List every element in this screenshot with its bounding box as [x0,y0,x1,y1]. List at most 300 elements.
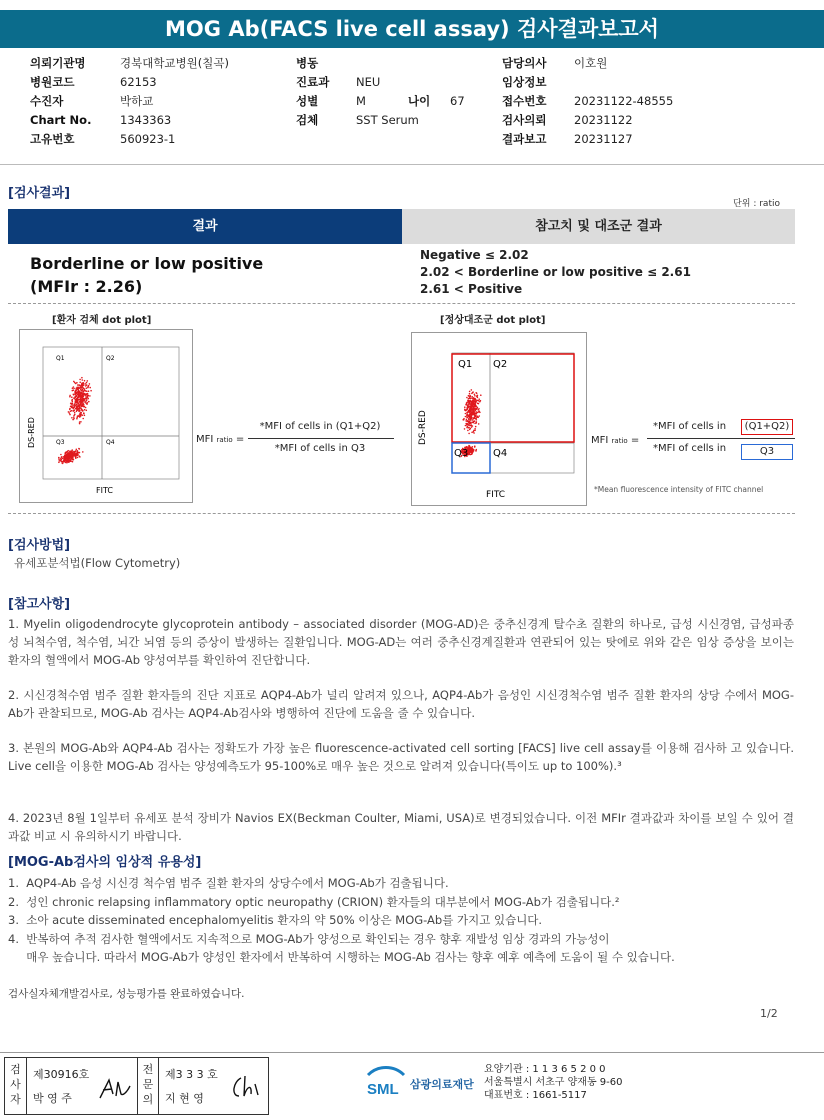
quadrant-label: Q4 [106,439,115,446]
examiner-label-char: 자 [10,1093,21,1106]
info-value: M [356,94,366,108]
info-row [502,73,802,92]
cell-dot [475,450,477,452]
cell-dot [474,430,476,432]
cell-dot [79,382,81,384]
cell-dot [76,398,78,400]
info-row [502,92,802,111]
info-value: 62153 [120,75,157,89]
result-line: Borderline or low positive [30,254,264,273]
cell-dot [82,410,84,412]
note-paragraph: 4. 2023년 8월 1일부터 유세포 분석 장비가 Navios EX(Beckman Coulter, Miami, USA)로 변경되었습니다. 이전 MFIr 결과값과 차이를 보일 수 있어 결과값 비교 시 유의하시기 바랍니다. [8,811,794,843]
cell-dot [87,387,89,389]
cell-dot [471,405,473,407]
cell-dot [475,418,477,420]
cell-dot [466,402,468,404]
cell-dot [75,393,77,395]
cell-dot [472,404,474,406]
org-info-line: 서울특별시 서초구 양재동 9-60 [484,1077,623,1088]
cell-dot [466,419,468,421]
cell-dot [474,446,476,448]
cell-dot [467,430,469,432]
cell-dot [73,386,75,388]
cell-dot [88,390,90,392]
info-row [502,130,802,149]
cell-dot [464,409,466,411]
cell-dot [473,422,475,424]
reference-ranges [420,247,691,298]
organization-name: 삼광의료재단 [410,1078,474,1091]
cell-dot [469,400,471,402]
cell-dot [63,461,65,463]
cell-dot [475,409,477,411]
cell-dot [474,398,476,400]
age-value: 67 [450,94,465,108]
cell-dot [469,422,471,424]
report-title: MOG Ab(FACS live cell assay) 검사결과보고서 [0,10,824,48]
cell-dot [84,393,86,395]
cell-dot [467,412,469,414]
cell-dot [469,396,471,398]
cell-dot [470,415,472,417]
cell-dot [468,420,470,422]
examiner-label [5,1058,27,1114]
cell-dot [474,395,476,397]
cell-dot [82,395,84,397]
footer [0,1052,824,1120]
cell-dot [77,452,79,454]
formula-numerator-box: (Q1+Q2) [741,419,793,435]
cell-dot [73,409,75,411]
note-paragraph: 1. Myelin oligodendrocyte glycoprotein antibody – associated disorder (MOG-AD)은 중추신경계 탈수초 질환의 하나로, 급성 시신경염, 급성파종성 뇌척수염, 척수염, 뇌간 뇌염 등의 증상이 발생하는 질환입니다. MOG-AD는 여러 중추신경계질환과 연관되어 있는 탓에로 위와 같은 임상 증상을 보이는 환자의 혈액에서 MOG-Ab 양성여부를 확인하여 진단합니다. [8,617,794,667]
cell-dot [74,396,76,398]
cell-dot [60,454,62,456]
cell-dot [79,455,81,457]
cell-dot [69,457,71,459]
cell-dot [70,453,72,455]
info-column-1 [30,54,270,149]
cell-dot [60,458,62,460]
examiner-signature [97,1074,133,1104]
cell-dot [477,397,479,399]
cell-dot [464,406,466,408]
cell-dot [76,404,78,406]
organization-info [484,1063,623,1102]
cell-dot [73,416,75,418]
cell-dot [465,416,467,418]
cell-dot [82,391,84,393]
cell-dot [471,453,473,455]
cell-dot [81,377,83,379]
info-label: 진료과 [296,75,330,89]
cell-dot [69,396,71,398]
info-value: 1343363 [120,113,172,127]
cell-dot [476,421,478,423]
sml-logo-icon [364,1065,408,1097]
cell-dot [58,462,60,464]
cell-dot [77,409,79,411]
cell-dot [65,457,67,459]
clinical-heading: [MOG-Ab검사의 임상적 유용성] [8,855,202,870]
doctor-label-char: 문 [142,1078,154,1091]
control-formula [591,418,801,464]
cell-dot [469,403,471,405]
cell-dot [79,379,81,381]
cell-dot [79,392,81,394]
quadrant-label: Q3 [56,439,65,446]
cell-dot [465,413,467,415]
info-label: 검체 [296,113,319,127]
info-row [296,111,496,130]
org-info-line: 요양기관 : 1 1 3 6 5 2 0 0 [484,1064,606,1075]
control-plot-title: [정상대조군 dot plot] [440,315,546,326]
cell-dot [74,406,76,408]
cell-dot [81,399,83,401]
cell-dot [68,411,70,413]
info-value: 이호원 [574,56,608,70]
cell-dot [85,383,87,385]
cell-dot [475,426,477,428]
method-text: 유세포분석법(Flow Cytometry) [14,556,181,570]
clinical-item: 2. 성인 chronic relapsing inflammatory optic neuropathy (CRION) 환자들의 대부분에서 MOG-Ab가 검출됩니다.² [8,894,620,909]
info-value: 20231122 [574,113,633,127]
cell-dot [466,409,468,411]
control-plot-svg [412,333,586,505]
logo-arc [368,1068,404,1076]
method-heading: [검사방법] [8,538,71,553]
cell-dot [89,395,91,397]
info-row [502,54,802,73]
cell-dot [72,403,74,405]
cell-dot [474,423,476,425]
cell-dot [88,401,90,403]
cell-dot [72,401,74,403]
reference-line: 2.02 < Borderline or low positive ≤ 2.61 [420,265,691,279]
cell-dot [58,459,60,461]
cell-dot [86,410,88,412]
cell-dot [60,461,62,463]
cell-dot [472,446,474,448]
cell-dot [74,454,76,456]
quadrant-label: Q3 [454,448,469,459]
info-row [30,92,270,111]
cell-dot [80,421,82,423]
quadrant-label: Q2 [493,359,508,370]
cell-dot [69,414,71,416]
cell-dot [79,395,81,397]
cell-dot [84,398,86,400]
formula-prefix: MFI [196,434,214,445]
cell-dot [65,452,67,454]
cell-dot [464,428,466,430]
info-label: Chart No. [30,113,92,127]
cell-dot [58,457,60,459]
cell-dot [468,433,470,435]
cell-dot [79,396,81,398]
quadrant-label: Q4 [493,448,508,459]
cell-dot [82,418,84,420]
cell-dot [78,408,80,410]
formula-subscript: ratio [216,436,233,444]
cell-dot [78,388,80,390]
cell-dot [77,450,79,452]
cell-dot [75,450,77,452]
info-row [30,73,270,92]
cell-dot [478,423,480,425]
cell-dot [82,451,84,453]
cell-dot [470,428,472,430]
clinical-item: 1. AQP4-Ab 음성 시신경 척수염 범주 질환 환자의 상당수에서 MOG-Ab가 검출됩니다. [8,876,449,890]
x-axis-label: FITC [486,490,506,500]
cell-dot [75,408,77,410]
cell-dot [466,397,468,399]
cell-dot [472,419,474,421]
cell-dot [66,453,68,455]
x-axis-label: FITC [96,486,113,495]
info-label: 고유번호 [30,132,75,146]
plot-frame [43,347,179,479]
reference-column-header: 참고치 및 대조군 결과 [402,209,795,244]
examiner-label-char: 검 [10,1063,21,1076]
cell-dot [77,402,79,404]
cell-dot [89,387,91,389]
cell-dot [466,423,468,425]
cell-dot [71,406,73,408]
formula-denominator-text: *MFI of cells in [653,443,727,454]
cell-dot [79,400,81,402]
info-label: 담당의사 [502,56,547,70]
cell-dot [81,393,83,395]
signature-stroke [234,1076,258,1096]
cell-dot [473,411,475,413]
info-row [296,54,496,73]
info-value: NEU [356,75,381,89]
doctor-name: 지 현 영 [165,1092,204,1105]
cell-dot [71,396,73,398]
cell-dot [80,415,82,417]
cell-dot [468,398,470,400]
results-heading: [검사결과] [8,186,71,201]
cell-dot [473,417,475,419]
cell-dot [69,451,71,453]
signature-stroke [100,1080,130,1098]
cell-dot [472,391,474,393]
cell-dot [79,448,81,450]
cell-dot [81,401,83,403]
info-label: 성별 [296,94,319,108]
info-value: 박하교 [120,94,154,108]
cell-dot [470,450,472,452]
cell-dot [71,459,73,461]
cell-dot [477,407,479,409]
formula-denominator-box: Q3 [741,444,793,460]
cell-dot [74,414,76,416]
cell-dot [86,403,88,405]
examiner-number: 제30916호 [33,1068,90,1081]
cell-dot [473,408,475,410]
notes-heading: [참고사항] [8,597,71,612]
cell-dot [86,398,88,400]
info-value: 560923-1 [120,132,176,146]
info-row [296,92,496,111]
cell-dot [468,427,470,429]
cell-dot [478,408,480,410]
cell-dot [77,457,79,459]
info-column-2 [296,54,496,130]
info-row [30,54,270,73]
patient-formula [196,418,396,458]
cell-dot [82,397,84,399]
cell-dot [59,460,61,462]
quadrant-label: Q1 [458,359,473,370]
info-label: 결과보고 [502,132,547,146]
cell-dot [67,450,69,452]
cell-dot [465,425,467,427]
cell-dot [473,414,475,416]
cell-dot [80,389,82,391]
reference-line: 2.61 < Positive [420,282,523,296]
patient-dot-plot [19,329,193,503]
info-row [30,111,270,130]
cell-dot [71,417,73,419]
cell-dot [88,385,90,387]
note-paragraph: 3. 본원의 MOG-Ab와 AQP4-Ab 검사는 정확도가 가장 높은 fluorescence-activated cell sorting [FACS] live cell assay를 이용해 검사하 고 있습니다. Live cell을 이용한 MOG-Ab 검사는 양성예측도가 95-100%로 매우 높은 것으로 알려져 있습니다(특이도 up to 100%).³ [8,741,794,773]
cell-dot [76,449,78,451]
cell-dot [87,380,89,382]
formula-subscript: ratio [611,437,628,445]
info-label: 검사의뢰 [502,113,547,127]
formula-bar [647,438,795,439]
cell-dot [470,409,472,411]
cell-dot [86,387,88,389]
info-label: 임상정보 [502,75,547,89]
cell-dot [468,418,470,420]
formula-bar [248,438,394,439]
completion-note: 검사실자체개발검사로, 성능평가를 완료하였습니다. [8,988,245,1000]
cell-dot [62,458,64,460]
cell-dot [61,457,63,459]
cell-dot [76,407,78,409]
cell-dot [74,403,76,405]
y-axis-label: DS-RED [27,417,36,448]
cell-dot [72,390,74,392]
cell-dot [79,406,81,408]
result-line: (MFIr : 2.26) [30,277,143,296]
cell-dot [84,406,86,408]
cell-dot [469,393,471,395]
doctor-label-char: 의 [142,1093,154,1106]
cell-dot [474,394,476,396]
examiner-label-char: 사 [10,1078,21,1091]
org-info-line: 대표번호 : 1661-5117 [484,1090,587,1101]
cell-dot [81,406,83,408]
cell-dot [469,391,471,393]
cell-dot [83,413,85,415]
cell-dot [479,415,481,417]
result-column-header: 결과 [8,209,402,244]
cell-dot [69,460,71,462]
cell-dot [86,382,88,384]
cell-dot [82,384,84,386]
cell-dot [472,449,474,451]
cell-dot [474,402,476,404]
cell-dot [71,449,73,451]
cell-dot [478,411,480,413]
cell-dot [73,418,75,420]
info-label: 접수번호 [502,94,547,108]
cell-dot [468,416,470,418]
cell-dot [73,394,75,396]
cell-dot [468,406,470,408]
cell-dot [84,388,86,390]
cell-dot [475,412,477,414]
cell-dot [76,453,78,455]
cell-dot [73,388,75,390]
cell-dot [90,390,92,392]
info-value: 경북대학교병원(칠곡) [120,56,229,70]
cell-dot [66,456,68,458]
cell-dot [475,415,477,417]
cell-dot [81,383,83,385]
cell-dot [463,418,465,420]
cell-dot [76,418,78,420]
info-column-3 [502,54,802,149]
formula-denominator: *MFI of cells in Q3 [274,443,366,454]
cell-dot [79,423,81,425]
cell-dot [74,412,76,414]
cell-dot [480,394,482,396]
doctor-label-char: 전 [142,1063,154,1076]
cell-dot [475,406,477,408]
header-divider [0,164,824,165]
cell-dot [467,400,469,402]
cell-dot [471,432,473,434]
unit-label: 단위 : ratio [733,199,780,209]
cell-dot [84,409,86,411]
info-label: 병동 [296,56,319,70]
cell-dot [84,415,86,417]
cell-dot [84,380,86,382]
cell-dot [473,432,475,434]
note-paragraph: 2. 시신경척수염 범주 질환 환자들의 진단 지표로 AQP4-Ab가 널리 알려져 있으나, AQP4-Ab가 음성인 시신경척수염 범주 질환 환자의 상당 수에서 MOG-Ab가 관찰되므로, MOG-Ab 검사는 AQP4-Ab검사와 병행하여 진단에 도움을 줄 수 있습니다. [8,688,794,720]
reference-line: Negative ≤ 2.02 [420,248,529,262]
cell-dot [87,396,89,398]
cell-dot [61,462,63,464]
cell-dot [466,416,468,418]
cell-dot [88,395,90,397]
cell-dot [468,401,470,403]
doctor-label [137,1058,159,1114]
cell-dot [85,394,87,396]
cell-dot [70,410,72,412]
cell-dot [84,401,86,403]
cell-dot [75,455,77,457]
cell-dot [76,391,78,393]
patient-plot-svg [20,330,192,502]
clinical-item: 4. 반복하여 추적 검사한 혈액에서도 지속적으로 MOG-Ab가 양성으로 확인되는 경우 향후 재발성 임상 경과의 가능성이 [8,931,610,946]
formula-mfi: MFI ratio = [591,435,640,446]
formula-numerator: *MFI of cells in (Q1+Q2) [259,421,381,432]
result-value [30,252,263,298]
results-divider [8,303,795,304]
cell-dot [73,381,75,383]
cell-dot [87,398,89,400]
cell-dot [75,383,77,385]
cell-dot [474,401,476,403]
cell-dot [468,445,470,447]
formula-prefix: MFI [591,435,609,446]
cell-dot [473,402,475,404]
